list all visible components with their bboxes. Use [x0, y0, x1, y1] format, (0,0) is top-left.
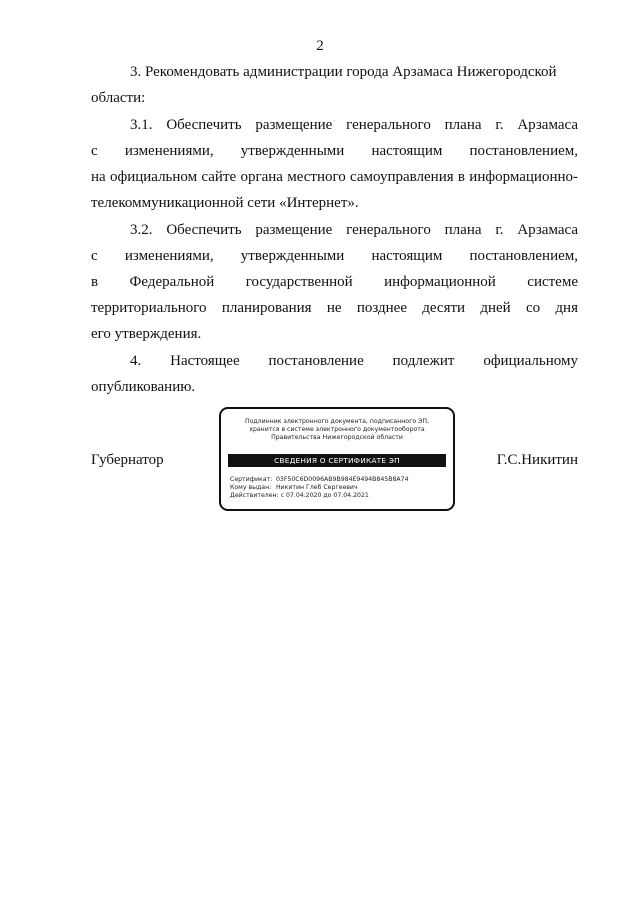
- paragraph-3-1-line-2: с изменениями, утвержденными настоящим постановлением,: [91, 143, 578, 159]
- page-number: 2: [316, 38, 324, 54]
- paragraph-3-1-line-3: на официальном сайте органа местного самоуправления в информационно-: [91, 169, 578, 185]
- certificate-row: [230, 476, 447, 484]
- stamp-header-line: хранится в системе электронного документооборота: [249, 426, 425, 434]
- validity-row: [230, 492, 447, 500]
- issued-to-value: Никитин Глеб Сергеевич: [275, 484, 358, 491]
- signer-title: Губернатор: [91, 452, 164, 468]
- signer-name: Г.С.Никитин: [496, 452, 578, 468]
- issued-to-row: [230, 484, 447, 492]
- paragraph-3-2-line-4: территориального планирования не позднее десяти дней со дня: [91, 300, 578, 316]
- paragraph-3-2-line-3: в Федеральной государственной информационной системе: [91, 274, 578, 290]
- certificate-value: 03F50C6D0096AB9B984E9494B845B8A74: [275, 476, 409, 483]
- paragraph-3-line-1: 3. Рекомендовать администрации города Арзамаса Нижегородской: [130, 64, 557, 80]
- paragraph-4-line-1: 4. Настоящее постановление подлежит официальному: [130, 353, 578, 369]
- certificate-label: Сертификат:: [230, 476, 273, 483]
- validity-value: с 07.04.2020 до 07.04.2021: [280, 492, 369, 499]
- paragraph-3-2-line-2: с изменениями, утвержденными настоящим постановлением,: [91, 248, 578, 264]
- validity-label: Действителен:: [230, 492, 279, 499]
- paragraph-3-1-line-4: телекоммуникационной сети «Интернет».: [91, 195, 359, 211]
- paragraph-3-2-line-5: его утверждения.: [91, 326, 202, 342]
- certificate-details: [230, 476, 447, 500]
- electronic-signature-stamp: [219, 407, 455, 511]
- stamp-header-line: Правительства Нижегородской области: [271, 434, 403, 442]
- stamp-header: [227, 418, 447, 443]
- paragraph-4-line-2: опубликованию.: [91, 379, 196, 395]
- paragraph-3-1-line-1: 3.1. Обеспечить размещение генерального плана г. Арзамаса: [130, 117, 578, 133]
- paragraph-3-line-2: области:: [91, 90, 146, 106]
- stamp-header-line: Подлинник электронного документа, подписанного ЭП,: [244, 418, 430, 425]
- issued-to-label: Кому выдан:: [230, 484, 272, 491]
- certificate-info-bar: СВЕДЕНИЯ О СЕРТИФИКАТЕ ЭП: [228, 454, 446, 467]
- paragraph-3-2-line-1: 3.2. Обеспечить размещение генерального плана г. Арзамаса: [130, 222, 578, 238]
